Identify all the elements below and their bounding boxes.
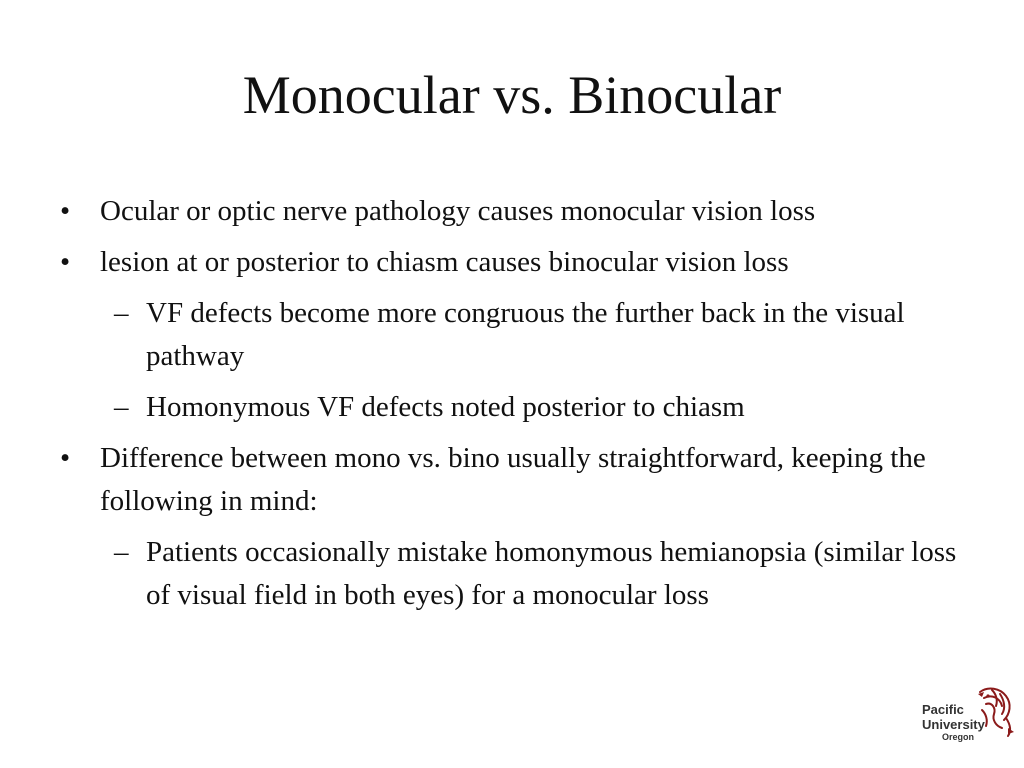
bullet-marker: • xyxy=(60,442,71,474)
sub-bullet-item xyxy=(58,386,970,429)
pacific-university-logo xyxy=(922,684,1018,762)
bullet-text: Ocular or optic nerve pathology causes monocular vision loss xyxy=(100,195,816,227)
bullet-text: Difference between mono vs. bino usually straightforward, keeping the following in mind: xyxy=(100,442,926,517)
logo-line-university: University xyxy=(922,717,985,732)
sub-bullet-text: VF defects become more congruous the further back in the visual pathway xyxy=(146,297,905,372)
sub-bullet-item xyxy=(58,531,970,617)
bullet-text: lesion at or posterior to chiasm causes binocular vision loss xyxy=(100,246,789,278)
sub-bullet-item xyxy=(58,292,970,378)
bullet-item xyxy=(58,437,970,523)
bullet-item xyxy=(58,190,970,233)
dash-marker: – xyxy=(114,391,129,423)
sub-bullet-text: Homonymous VF defects noted posterior to chiasm xyxy=(146,391,745,423)
bullet-marker: • xyxy=(60,195,71,227)
sub-bullet-text: Patients occasionally mistake homonymous hemianopsia (similar loss of visual field in both eyes) for a monocular loss xyxy=(146,536,957,611)
logo-wordmark xyxy=(922,702,985,743)
bullet-marker: • xyxy=(60,246,71,278)
slide-title: Monocular vs. Binocular xyxy=(242,65,782,125)
bullet-item xyxy=(58,241,970,284)
dash-marker: – xyxy=(114,536,129,568)
logo-line-oregon: Oregon xyxy=(942,732,975,742)
dash-marker: – xyxy=(114,297,129,329)
slide-body xyxy=(58,190,970,625)
logo-line-pacific: Pacific xyxy=(922,702,964,717)
